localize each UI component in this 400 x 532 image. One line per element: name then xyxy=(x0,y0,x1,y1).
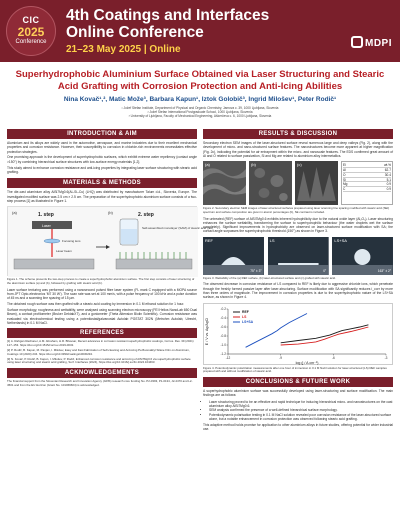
materials-text-continued xyxy=(7,288,197,326)
y-tick-label: -1.2 xyxy=(220,351,226,356)
sem-image-b xyxy=(249,161,292,205)
affiliation-2: ² Jožef Stefan International Postgraduate School, 1000 Ljubljana, Slovenia xyxy=(147,110,253,115)
poster-affiliations xyxy=(10,106,390,118)
droplet-ref-label: REF xyxy=(205,237,213,243)
section-results-heading: RESULTS & DISCUSSION xyxy=(203,129,393,139)
sem-image-c xyxy=(295,161,338,205)
legend-label: REF xyxy=(242,309,249,314)
materials-text xyxy=(7,190,197,203)
y-tick-label: -0.4 xyxy=(220,315,226,320)
focusing-lens xyxy=(44,239,60,243)
droplet-ls xyxy=(268,237,329,275)
panel-c-label: (c) xyxy=(297,162,302,168)
figure-4-caption: Figure 4. Potentiodynamic polarization measurements after one hour of immersion in 0.1 M NaCl solution for laser-structured (LS) REF samples prepared with and without modification of stearic acid. xyxy=(203,365,387,374)
figure-2-caption: Figure 2. Secondary electron SEM images of laser-structured surfaces prepared using laser scanning line spacing modified with stearic acid (SEI) spectrum and surface composition are given in atomic percentages (b), SE contrast is included. xyxy=(203,206,390,214)
poster-authors: Nina Kovač¹,², Matic Može³, Barbara Kapun¹, Iztok Golobič³, Ingrid Milošev¹, Peter Rodič¹ xyxy=(63,96,337,103)
y-tick-label: -1.0 xyxy=(220,342,226,347)
materials-paragraph: Laser surface texturing was performed using a nanosecond pulsed fibre laser system (FL mark C equipped with a MOPA source from JPT Opto-electronics 'M7 30 W'). The scan rate was set at 100 mm/s, with a pulse frequency of 100 kHz and a pulse duration of 45 ns and a scanning line spacing of 15 µm. xyxy=(7,287,197,301)
y-axis-label: E / V vs. Ag/AgCl xyxy=(205,317,209,345)
droplet-ls-sa-label: LS+SA xyxy=(334,237,347,243)
conference-title: 4th Coatings and Interfaces Online Conference xyxy=(66,7,270,41)
figure-1-caption: Figure 1. The scheme presents the two-step process to create a superhydrophobic aluminium surface. The first step consists of laser structuring of the aluminium surface (a) and (b), followed by grafting with stearic acid (b). xyxy=(7,277,195,285)
y-tick-label: -0.6 xyxy=(220,324,226,329)
logo-line-2: 2025 xyxy=(17,25,45,39)
reference-item: [1] A. Rahgan Rachaner, A.M. Abraham, H.R. Bhavsar, Recent advances in corrosion resistant superhydrophobic coatings, Corros. Rev. 39 (2021) 127–153. https://doi.org/10.1515/corrrev-2019-0032. xyxy=(7,339,194,347)
polarization-chart-svg xyxy=(204,304,392,366)
acknowledgements-text: The financial support from the Slovenian Research and Innovation Agency (ARIS) research core funding No. P2-0393, P1-0134, J2-4470 and L2-4501 and from the EU Horizon (Grant No. 101069604) is acknowledged. xyxy=(7,379,193,387)
affiliation-1: ¹ Jožef Stefan Institute, Department of Physical and Organic Chemistry, Jamova c. 39, 1000 Ljubljana, Slovenia xyxy=(121,106,279,110)
step-1-label: 1. step xyxy=(38,212,54,219)
figure-4-polarization-chart xyxy=(203,303,393,365)
results-text-2: The untreated (REF) surface of AlSi7Mg0.6 exhibits inherent hydrophilicity due to the natural oxide layer (Al₂O₃). Laser structuring enhances the surface wettability, transforming the surface to superhydrophilic behaviour (the water droplets wet the surface completely). Significant improvements in hydrophobicity are observed on laser-structured surface modification with SA; the contact angle surpasses the superhydrophobic threshold (150°) as shown in Figure 3. xyxy=(203,216,393,234)
aluminium-substrate xyxy=(14,259,94,269)
mdpi-icon xyxy=(351,36,363,48)
intro-paragraph: This study aimed to enhance corrosion resistance and anti-icing properties by integrating laser surface structuring with stearic acid grafting. xyxy=(7,165,197,174)
table-row: Al 62.7 xyxy=(343,167,391,172)
eds-composition-table xyxy=(341,161,393,205)
grafted-substrate xyxy=(116,259,192,269)
conference-date: 21–23 May 2025 | Online xyxy=(66,44,181,55)
droplet-ls-angle: 0° xyxy=(323,268,327,273)
x-tick-label: -12 xyxy=(225,355,231,360)
series-line-ls-sa xyxy=(246,313,307,347)
materials-paragraph: The die-cast aluminium alloy AlSi7Mg0.6(Al–Si–Cu) (LHQ) was distributed by manufacturer Talum d.d., Slovenia, Europe. The investigated modified surface was 2.5 cm × 2.5 cm. The preparation of the superhydrophobic aluminium surface consists of a two-step process [1] as illustrated in Figure 1. xyxy=(7,190,197,203)
list-item: • Laser structuring proved to be an effective and rapid technique for inducing hierarchical micro- and nanostructures on the cast aluminium alloy AlSi7Mg0.6. xyxy=(209,400,393,409)
droplet-ls-sa xyxy=(332,237,393,275)
logo-line-3: Conference xyxy=(15,39,47,45)
materials-paragraph: The obtained rough surface was then grafted with a stearic acid coating by immersion in 0.1 M ethanol solution for 1 hour. xyxy=(7,302,185,307)
references-list xyxy=(7,340,197,365)
materials-paragraph: Surface morphology, roughness and wettability, were analysed using scanning electron microscopy (FEI Helios NanoLab 650 Dual Beam), a contact profilometer (Bruker DektakXT), and a goniometer (Theta Attension Biolin Scientific). Corrosion resistance was evaluated via electrochemical testing using a potentiostat/galvanostat Autolab PGSTAT 302N (Metrohm Autolab, Utrecht, Netherlands) in 0.1 M NaCl. xyxy=(7,307,197,325)
droplet-ls-label: LS xyxy=(269,237,275,243)
panel-b-label: (b) xyxy=(108,210,113,216)
panel-a-label: (a) xyxy=(12,210,17,216)
focusing-lens-label: Focusing lens xyxy=(62,239,81,244)
x-tick-label: -9 xyxy=(279,355,283,360)
legend-label: LS xyxy=(242,314,247,319)
publisher-name: MDPI xyxy=(365,38,392,49)
table-row: Si 5.1 xyxy=(343,177,391,182)
laser-head xyxy=(32,221,72,229)
x-tick-label: -6 xyxy=(331,355,335,360)
poster-title: Superhydrophobic Aluminium Surface Obtained via Laser Structuring and Stearic Acid Grafting with Corrosion Protection and Anti-Icing Abilities xyxy=(15,69,385,92)
conference-header xyxy=(0,0,400,62)
publisher-logo xyxy=(351,36,392,49)
table-row: El wt.% xyxy=(343,163,391,168)
table-row: C 0.9 xyxy=(343,187,391,192)
legend-label: LS+SA xyxy=(242,319,254,324)
series-line-ref xyxy=(281,324,369,342)
section-ack-heading: ACKNOWLEDGEMENTS xyxy=(7,368,197,378)
laser-label: Laser xyxy=(42,224,51,229)
sam-label: Self-assembled monolayer (SAM) of stearic acid (SA) xyxy=(142,226,214,231)
section-conclusions-heading: CONCLUSIONS & FUTURE WORK xyxy=(203,377,393,387)
table-row: Mg 0.9 xyxy=(343,182,391,187)
step-2-label: 2. step xyxy=(138,212,154,219)
section-materials-heading: MATERIALS & METHODS xyxy=(7,178,197,188)
x-axis-label: log (j / A cm⁻²) xyxy=(295,360,319,365)
conclusions-outro: This adaptive method holds promise for application to other aluminium alloys in future studies, offering potential for wider industrial use. xyxy=(203,423,393,432)
reference-item: [3] N. Kovač, P. Rodič, B. Kapun, I. Milošev, P. Rodič, Enhanced corrosion resistance and anti-icing of AlSi7Mg0.6 via superhydrophobic surface using laser structuring and stearic acid grafting, Surf. Interfaces (2024), https://doi.org/10.1016/j.surfin.2024.104463. xyxy=(7,356,191,365)
panel-a-label: (a) xyxy=(205,162,210,168)
figure-2-sem xyxy=(203,161,393,205)
affiliation-3: ³ University of Ljubljana, Faculty of Mechanical Engineering, Aškerčeva c. 6, 1000 Ljubljana, Slovenia xyxy=(128,114,272,119)
conclusions-intro: A superhydrophobic aluminium surface was successfully developed using laser-structuring and surface modification. The main findings are as follows: xyxy=(203,389,393,398)
results-text-1: Secondary electron SEM images of the laser-structured surface reveal numerous large and deep valleys (Fig. 2), along with the development of micro- and nano-structured surface features. The nanostructures become more apparent at higher magnification (Fig. 2c), indicating the potential for air entrapment within the micro- and nanoscale features. The EDS confirmed great amount of Al and O related to surface passivation, Si and Mg are related to aluminium alloy intermetallics. xyxy=(203,141,393,158)
laser-beam-label: Laser beam xyxy=(56,249,72,254)
table-row: O 30.4 xyxy=(343,172,391,177)
droplet-ref-angle: 75° ± 3° xyxy=(250,268,262,273)
sem-image-a xyxy=(203,161,246,205)
right-column xyxy=(203,129,393,432)
panel-b-label: (b) xyxy=(251,162,256,168)
x-tick-label: -3 xyxy=(384,355,388,360)
intro-paragraph: Aluminium and its alloys are widely used in the automotive, aerospace, and marine industries due to their excellent mechanical properties and corrosion resistance. However, their susceptibility to corrosion in chloride-rich environments necessitates effective protection strategies. xyxy=(7,141,197,154)
list-item: • SEM analysis confirmed the presence of a well-defined hierarchical surface morphology. xyxy=(209,408,393,412)
y-tick-label: -0.2 xyxy=(220,306,226,311)
y-tick-label: -0.8 xyxy=(220,333,226,338)
figure-3-caption: Figure 3. Wettability of the (a) REF surface, (b) laser-structured surface and (c) grafted with stearic acid. xyxy=(203,275,336,280)
intro-text xyxy=(7,141,197,174)
reference-item: [2] P. Rodič, B. Kapun, M. Panjan, I. Milošev, Easy and Fast Fabrication of Self-cleaning and Anti-icing Perfluoroalkyl Silane Film on Aluminium, Coatings 10 (2020) 234. https://doi.org/10.3390/coatings10030234. xyxy=(7,347,190,356)
results-text-3: The observed decrease in corrosion resistance of LS compared to REF is likely due to aggressive chloride ions, which penetrate through the freshly formed passive layer after laser-structuring. Surface modification with SA significantly reduces i_corr by more than three orders of magnitude. The improvement in corrosion properties is due to the superhydrophobic nature of the LS+SA surface, as shown in Figure 4. xyxy=(203,282,393,300)
section-intro-heading: INTRODUCTION & AIM xyxy=(7,129,197,139)
droplet-ref xyxy=(203,237,264,275)
conference-logo xyxy=(6,6,56,56)
logo-line-1: CIC xyxy=(22,15,40,25)
figure-3-droplets xyxy=(203,237,393,275)
section-references-heading: REFERENCES xyxy=(7,328,197,338)
beaker-solution xyxy=(121,229,137,244)
conclusions-list xyxy=(203,400,393,421)
list-item: • Potentiodynamic polarisation testing in 0.1 M NaCl solution revealed poor corrosion resistance of the laser-structured surface alone, but a notable enhancement in corrosion protection was observed following stearic acid grafting. xyxy=(209,413,393,422)
intro-paragraph: One promising approach is the development of superhydrophobic surfaces, which exhibit extreme water repellency (contact angle >150°) by combining hierarchical surface structures with low-surface energy materials [1,2]. xyxy=(7,155,197,164)
droplet-ls-sa-angle: 163° ± 2° xyxy=(377,268,392,273)
